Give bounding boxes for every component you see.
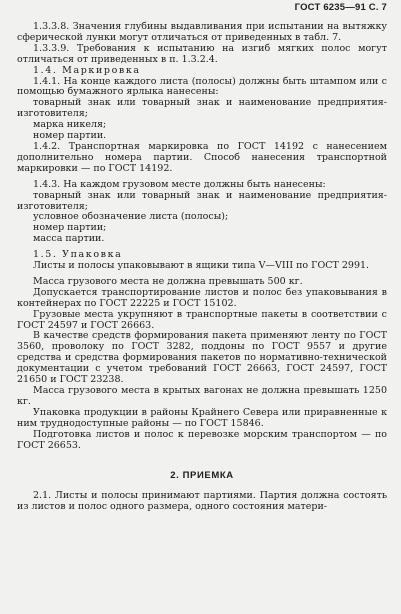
paragraph: В качестве средств формирования пакета применяют ленту по ГОСТ 3560, проволоку по ГОСТ 3282, поддоны по ГОСТ 9557 и другие средства и средства формирования пакетов по нормативно-технической документации с учетом требований ГОСТ 26663, ГОСТ 24597, ГОСТ 21650 и ГОСТ 23238. — [17, 330, 387, 386]
final-paragraph: 2.1. Листы и полосы принимают партиями. Партия должна состоять из листов и полос одного размера, одного состояния матери- — [17, 490, 387, 513]
paragraph: номер партии. — [33, 130, 107, 142]
paragraph: 1.5. Упаковка — [33, 249, 123, 261]
section-title: 2. ПРИЕМКА — [170, 470, 234, 482]
paragraph-list — [17, 22, 387, 451]
paragraph: Масса грузового места в крытых вагонах не должна превышать 1250 кг. — [17, 385, 387, 407]
paragraph: 1.4.2. Транспортная маркировка по ГОСТ 14192 с нанесением дополнительно номера партии. Способ нанесения транспортной маркировки — по ГОСТ 14192. — [17, 140, 387, 174]
paragraph: Грузовые места укрупняют в транспортные пакеты в соответствии с ГОСТ 24597 и ГОСТ 26663. — [17, 308, 387, 331]
paragraph: Подготовка листов и полос к перевозке морским транспортом — по ГОСТ 26653. — [17, 428, 387, 451]
paragraph: марка никеля; — [33, 119, 107, 131]
paragraph: масса партии. — [33, 233, 105, 245]
page-header: ГОСТ 6235—91 С. 7 — [294, 2, 387, 13]
paragraph: 1.4.1. На конце каждого листа (полосы) должны быть штампом или с помощью бумажного ярлыка нанесены: — [17, 75, 387, 98]
paragraph: 1.3.3.8. Значения глубины выдавливания при испытании на вытяжку сферической лунки могут отличаться от приведенных в табл. 7. — [17, 21, 387, 43]
paragraph: 1.4. Маркировка — [33, 64, 141, 76]
paragraph: 1.4.3. На каждом грузовом месте должны быть нанесены: — [33, 178, 326, 190]
document-body — [17, 22, 387, 513]
paragraph: Упаковка продукции в районы Крайнего Севера или приравненные к ним труднодоступные районы — по ГОСТ 15846. — [17, 406, 387, 429]
paragraph: Листы и полосы упаковывают в ящики типа V—VIII по ГОСТ 2991. — [33, 260, 370, 272]
paragraph: Масса грузового места не должна превышать 500 кг. — [33, 275, 303, 287]
paragraph: товарный знак или товарный знак и наименование предприятия-изготовителя; — [17, 97, 387, 120]
paragraph: 1.3.3.9. Требования к испытанию на изгиб мягких полос могут отличаться от приведенных в п. 1.3.2.4. — [17, 42, 387, 65]
paragraph: номер партии; — [33, 222, 107, 234]
paragraph: Допускается транспортирование листов и полос без упаковывания в контейнерах по ГОСТ 22225 и ГОСТ 15102. — [17, 286, 387, 309]
paragraph: товарный знак или товарный знак и наименование предприятия-изготовителя; — [17, 189, 387, 212]
paragraph: условное обозначение листа (полосы); — [33, 211, 229, 223]
